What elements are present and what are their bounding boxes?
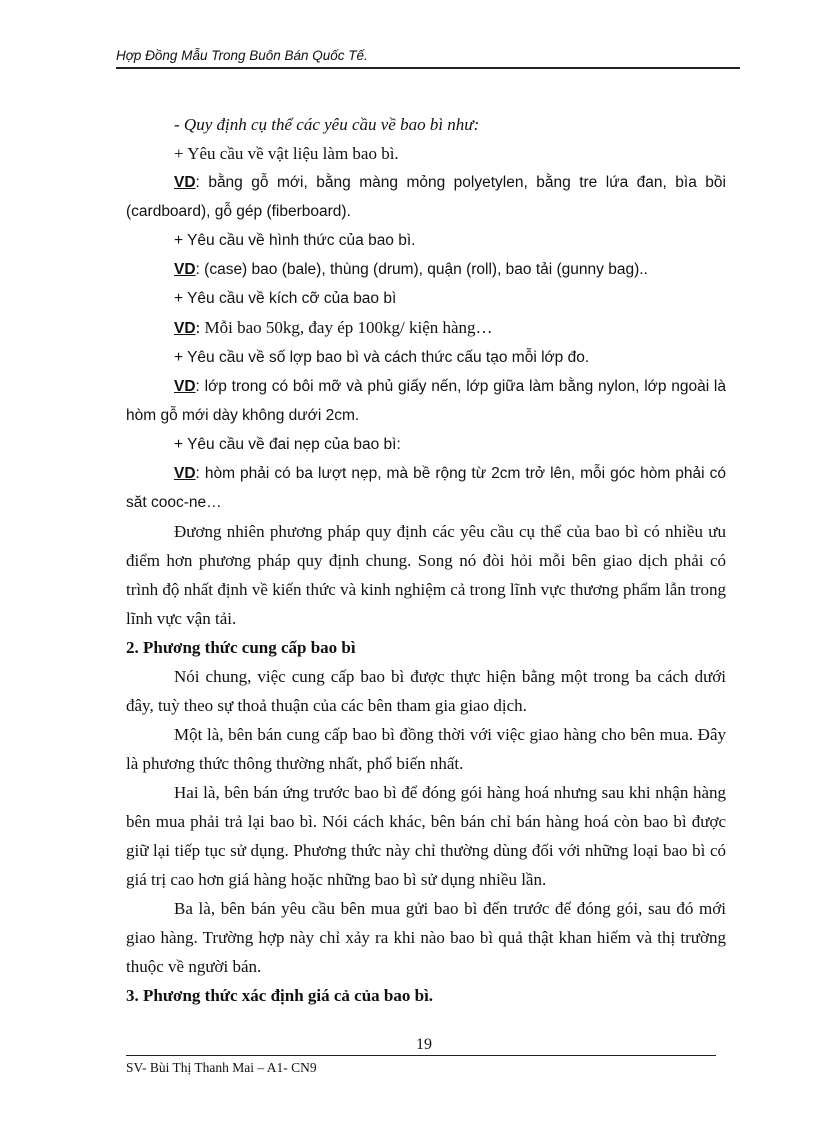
example-form: [126, 255, 726, 284]
example-label: VD: [174, 261, 196, 278]
footer-divider: [126, 1055, 716, 1056]
example-straps-text: : hòm phải có ba lượt nẹp, mà bề rộng từ 2cm trở lên, mỗi góc hòm phải có săt cooc-ne…: [126, 465, 726, 511]
example-label: VD: [174, 465, 196, 482]
example-label: VD: [174, 320, 196, 337]
requirement-form: + Yêu cầu về hình thức của bao bì.: [174, 232, 416, 249]
example-material-text: : bằng gỗ mới, bằng màng mỏng polyetylen, bằng tre lứa đan, bìa bồi (cardboard), gỗ gép (fiberboard).: [126, 174, 726, 220]
paragraph-supply-overview: Nói chung, việc cung cấp bao bì được thực hiện bằng một trong ba cách dưới đây, tuỳ theo sự thoả thuận của các bên tham gia giao dịch.: [126, 667, 726, 715]
packaging-requirements-intro: - Quy định cụ thể các yêu cầu về bao bì như:: [174, 115, 480, 134]
paragraph-method-two: Hai là, bên bán ứng trước bao bì để đóng gói hàng hoá nhưng sau khi nhận hàng bên mua phải trả lại bao bì. Nói cách khác, bên bán chỉ bán hàng hoá còn bao bì được giữ lại tiếp tục sử dụng. Phương thức này chỉ thường dùng đối với những loại bao bì có giá trị cao hơn giá hàng hoặc những bao bì sử dụng nhiều lần.: [126, 783, 726, 889]
requirement-size: + Yêu cầu về kích cỡ của bao bì: [174, 290, 397, 307]
example-size: [126, 313, 726, 343]
paragraph-method-one: Một là, bên bán cung cấp bao bì đồng thời với việc giao hàng cho bên mua. Đây là phương thức thông thường nhất, phổ biến nhất.: [126, 725, 726, 773]
example-size-text: : Mỗi bao 50kg, đay ép 100kg/ kiện hàng…: [195, 318, 493, 337]
section-heading-2: 2. Phương thức cung cấp bao bì: [126, 638, 356, 657]
footer-author: SV- Bùi Thị Thanh Mai – A1- CN9: [126, 1060, 317, 1075]
document-body: [126, 110, 726, 1010]
example-straps: [126, 459, 726, 517]
section-heading-3: 3. Phương thức xác định giá cả của bao bì.: [126, 986, 434, 1005]
page-header: Hợp Đồng Mẫu Trong Buôn Bán Quốc Tế.: [116, 48, 740, 69]
page-number: 19: [416, 1036, 432, 1053]
requirement-layers: + Yêu cầu về số lợp bao bì và cách thức cấu tạo mỗi lớp đo.: [174, 349, 590, 366]
paragraph-method-three: Ba là, bên bán yêu cầu bên mua gửi bao bì đến trước để đóng gói, sau đó mới giao hàng. Trường hợp này chỉ xảy ra khi nào bao bì quả thật khan hiếm và thị trường thuộc về người bán.: [126, 899, 726, 976]
example-material: [126, 168, 726, 226]
requirement-material: + Yêu cầu về vật liệu làm bao bì.: [174, 144, 399, 163]
requirement-straps: + Yêu cầu về đai nẹp của bao bì:: [174, 436, 401, 453]
example-label: VD: [174, 174, 196, 191]
example-layers-text: : lớp trong có bôi mỡ và phủ giấy nến, lớp giữa làm bằng nylon, lớp ngoài là hòm gỗ mới dày không dưới 2cm.: [126, 378, 726, 424]
example-layers: [126, 372, 726, 430]
paragraph-advantages: Đương nhiên phương pháp quy định các yêu cầu cụ thể của bao bì có nhiều ưu điểm hơn phương pháp quy định chung. Song nó đòi hỏi mỗi bên giao dịch phải có trình độ nhất định về kiến thức và kinh nghiệm cả trong lĩnh vực thương phẩm lẫn trong lĩnh vực vận tải.: [126, 522, 726, 628]
example-form-text: : (case) bao (bale), thùng (drum), quận (roll), bao tải (gunny bag)..: [195, 261, 648, 278]
example-label: VD: [174, 378, 196, 395]
